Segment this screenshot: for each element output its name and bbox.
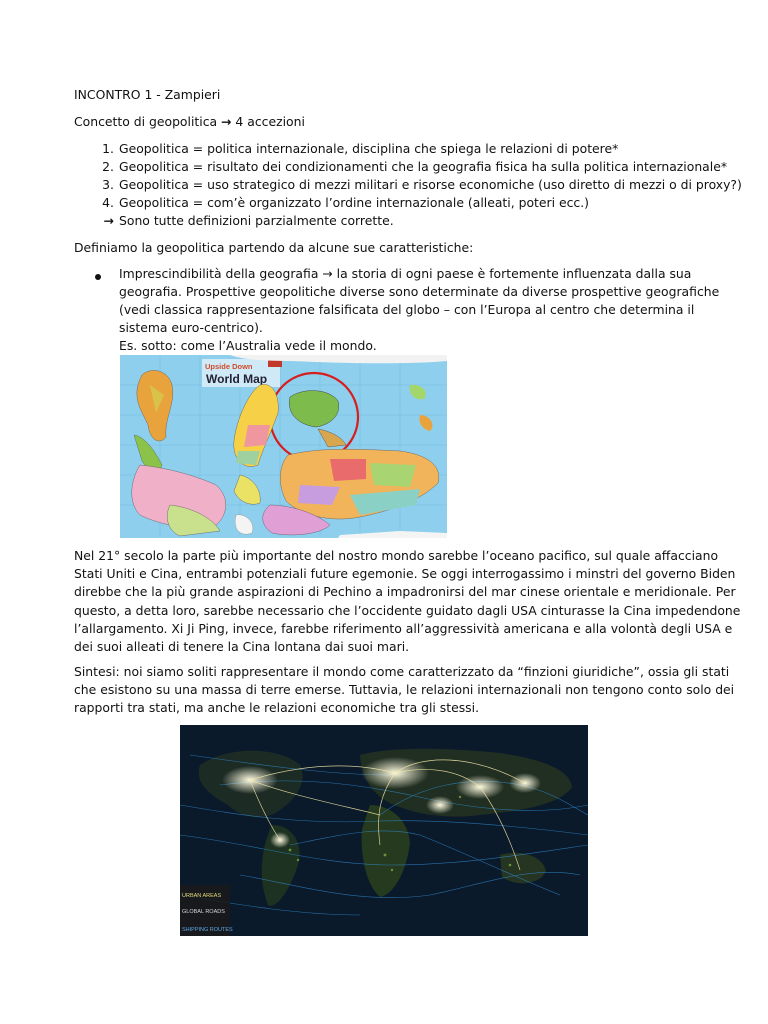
global-connections-map-image — [180, 725, 588, 936]
bullet-icon — [95, 274, 101, 280]
paragraph-line: dei suoi alleati di tenere la Cina lontana dai suoi mari. — [74, 639, 410, 655]
bullet-line: Es. sotto: come l’Australia vede il mondo. — [119, 338, 377, 353]
bullet-line: sistema euro-centrico). — [119, 320, 263, 335]
legend-global-roads: GLOBAL ROADS — [182, 909, 225, 915]
paragraph-line: l’allargamento. Xi Ji Ping, invece, farebbe riferimento all’aggressività americana e alla volontà degli USA e — [74, 620, 733, 636]
list-text: Geopolitica = politica internazionale, disciplina che spiega le relazioni di potere* — [119, 141, 619, 156]
bullet-paragraph — [119, 265, 719, 355]
paragraph-line: direbbe che la più grande aspirazioni di Pechino a impadronirsi del mar cinese orientale e meridionale. Per — [74, 584, 736, 600]
document-title: INCONTRO 1 - Zampieri — [74, 87, 221, 102]
list-number: 3. — [102, 177, 114, 192]
bullet-line: (vedi classica rappresentazione falsificata del globo – con l’Europa al centro che determina il — [119, 302, 695, 317]
list-number: 1. — [102, 141, 114, 156]
legend-shipping-routes: SHIPPING ROUTES — [182, 927, 233, 933]
concept-prefix: Concetto di geopolitica — [74, 114, 218, 129]
bullet-line: geografia. Prospettive geopolitiche diverse sono determinate da diverse prospettive geografiche — [119, 284, 720, 299]
paragraph-line: che esistono su una massa di terre emerse. Tuttavia, le relazioni internazionali non tengono conto solo dei — [74, 682, 735, 698]
paragraph-pacific — [74, 547, 741, 656]
map-subtitle: Upside Down — [205, 362, 253, 371]
right-arrow-icon: → — [103, 213, 114, 228]
paragraph-line: Sintesi: noi siamo soliti rappresentare il mondo come caratterizzato da “finzioni giuridiche”, ossia gli stati — [74, 664, 730, 679]
list-text: Geopolitica = com’è organizzato l’ordine internazionale (alleati, poteri ecc.) — [119, 195, 590, 210]
paragraph-line: rapporti tra stati, ma anche le relazioni economiche tra gli stessi. — [74, 700, 480, 716]
paragraph-line: Nel 21° secolo la parte più importante del nostro mondo sarebbe l’oceano pacifico, sul quale affacciano — [74, 548, 719, 563]
paragraph-line: questo, a detta loro, sarebbe necessario che l’occidente guidato dagli USA cinturasse la Cina impedendone — [74, 602, 741, 618]
concept-suffix: 4 accezioni — [235, 114, 305, 129]
badge-icon — [268, 360, 282, 367]
legend-urban-areas: URBAN AREAS — [182, 893, 222, 899]
intro-text: Definiamo la geopolitica partendo da alcune sue caratteristiche: — [74, 240, 474, 255]
concept-line — [74, 113, 305, 131]
paragraph-line: Stati Uniti e Cina, entrambi potenziali future egemonie. Se oggi interrogassimo i minstri del governo Biden — [74, 566, 736, 582]
paragraph-synthesis — [74, 663, 735, 718]
list-number: 2. — [102, 159, 114, 174]
right-arrow-icon: → — [221, 114, 232, 129]
list-text: Geopolitica = uso strategico di mezzi militari e risorse economiche (uso diretto di mezzi o di proxy?) — [119, 177, 742, 192]
list-number: 4. — [102, 195, 114, 210]
list-text: Geopolitica = risultato dei condizionamenti che la geografia fisica ha sulla politica internazionale* — [119, 159, 728, 174]
upside-down-world-map-image — [120, 355, 447, 538]
map-title: World Map — [206, 372, 268, 386]
list-text: Sono tutte definizioni parzialmente corrette. — [119, 213, 394, 228]
bullet-line: Imprescindibilità della geografia → la storia di ogni paese è fortemente influenzata dalla sua — [119, 266, 692, 281]
